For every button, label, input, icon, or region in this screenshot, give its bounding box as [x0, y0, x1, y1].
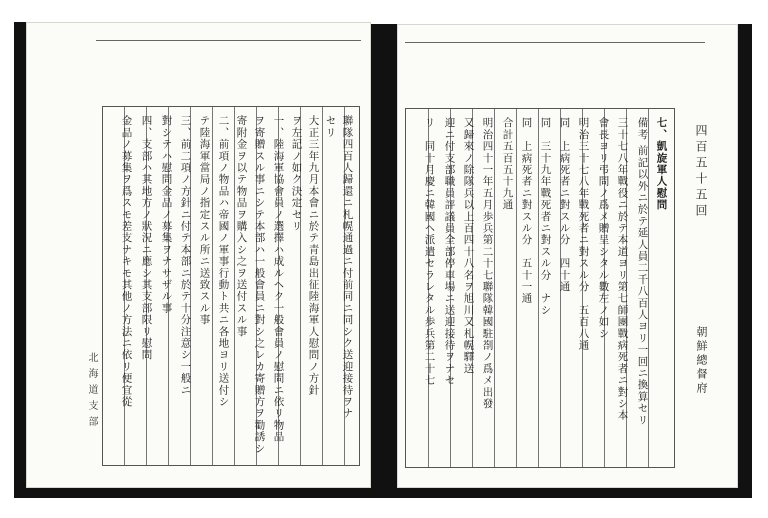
text-column: 一、陸海軍協會員ノ選擇ハ成ルヘク一般會員ノ慰問ニ依リ物品	[272, 115, 285, 443]
section-title: 七、凱旋軍人慰問	[655, 117, 668, 211]
book-spine	[371, 24, 397, 498]
text-column: 對シテハ慰問金品ノ募集ヲナサザル事	[160, 115, 173, 314]
right-page	[397, 24, 738, 488]
right-page-text-frame	[405, 108, 675, 468]
text-column: ヲ寄贈スル事ニシテ本部ハ一般會員ニ對シ之レカ寄贈方ヲ勸誘シ	[253, 115, 266, 455]
text-column: ヲ左記ノ如ク決定セリ	[290, 115, 303, 232]
left-margin-note: 北海道支部	[86, 352, 97, 432]
text-column: 二、前項ノ物品ハ帝國ノ軍事行動ト共ニ各地ヨリ送付シ	[217, 115, 230, 408]
text-column: 三、前二項ノ方針ニ付テ本部ニ於テ十分注意シ一般ニ	[179, 115, 192, 396]
left-page-top-rule	[96, 40, 361, 41]
text-column: 合計五百五十九通	[501, 117, 514, 211]
text-column: 迎ニ付支部職員評議員全部停車場ニ送迎接待ヲナセ	[443, 117, 456, 387]
text-column: 同 上病死者ニ對スル分 四十通	[558, 117, 571, 293]
text-column: 明治四十一年五月歩兵第二十七聯隊韓國駐剳ノ爲メ出發	[481, 117, 494, 410]
scan-frame-right	[738, 24, 752, 498]
text-column: 金品ノ募集ヲ爲スモ差支ナキモ其他ノ方法ニ依リ便宜從	[120, 115, 133, 408]
text-column: 同 三十九年戰死者ニ對スル分 ナシ	[539, 117, 552, 316]
text-column: 四、支部ハ其地方ノ狀況ニ應シ其支部限リ慰問	[140, 115, 153, 361]
text-column: リ 同十月慶ニ韓國ヘ派遣セラレタル歩兵第二十七	[423, 117, 436, 387]
text-column: 又歸來ノ除隊兵以上百四十八名ヲ旭川又札幌驛送	[462, 117, 475, 375]
page-number: 四百五十五回	[694, 124, 708, 220]
right-page-top-rule	[405, 42, 705, 43]
text-column: テ陸海軍當局ノ指定スル所ニ送致スル事	[198, 115, 211, 326]
text-column: 三十七八年戰役ニ於テ本道ヨリ第七師團戰病死者ニ對シ本	[616, 117, 629, 422]
left-page	[26, 22, 371, 488]
text-column: 聯隊四百人歸還ニ札幌通過ニ付前同ニ同シク送迎接待ヲナ	[341, 115, 354, 420]
left-page-text-frame	[102, 106, 360, 466]
text-column: セリ	[324, 115, 337, 139]
text-column: 寄附金ヲ以テ物品ヲ購入シ之ヲ送付スル事	[235, 115, 248, 338]
text-column: 同 上病死者ニ對スル分 五十一通	[520, 117, 533, 305]
text-column: 會長ヨリ弔問ノ爲メ贈呈シタル數左ノ如シ	[597, 117, 610, 340]
text-column: 明治三十七八年戰死者ニ對スル分 五百八通	[577, 117, 590, 351]
text-column: 備考 前記以外ニ於テ延人員二千八百人ヨリ一回ニ換算セリ	[636, 117, 649, 426]
text-column: 大正三年九月本會ニ於テ青島出征陸海軍人慰問ノ方針	[307, 115, 320, 396]
scan-frame-left	[14, 22, 26, 498]
right-margin-note: 朝鮮總督府	[695, 326, 708, 396]
